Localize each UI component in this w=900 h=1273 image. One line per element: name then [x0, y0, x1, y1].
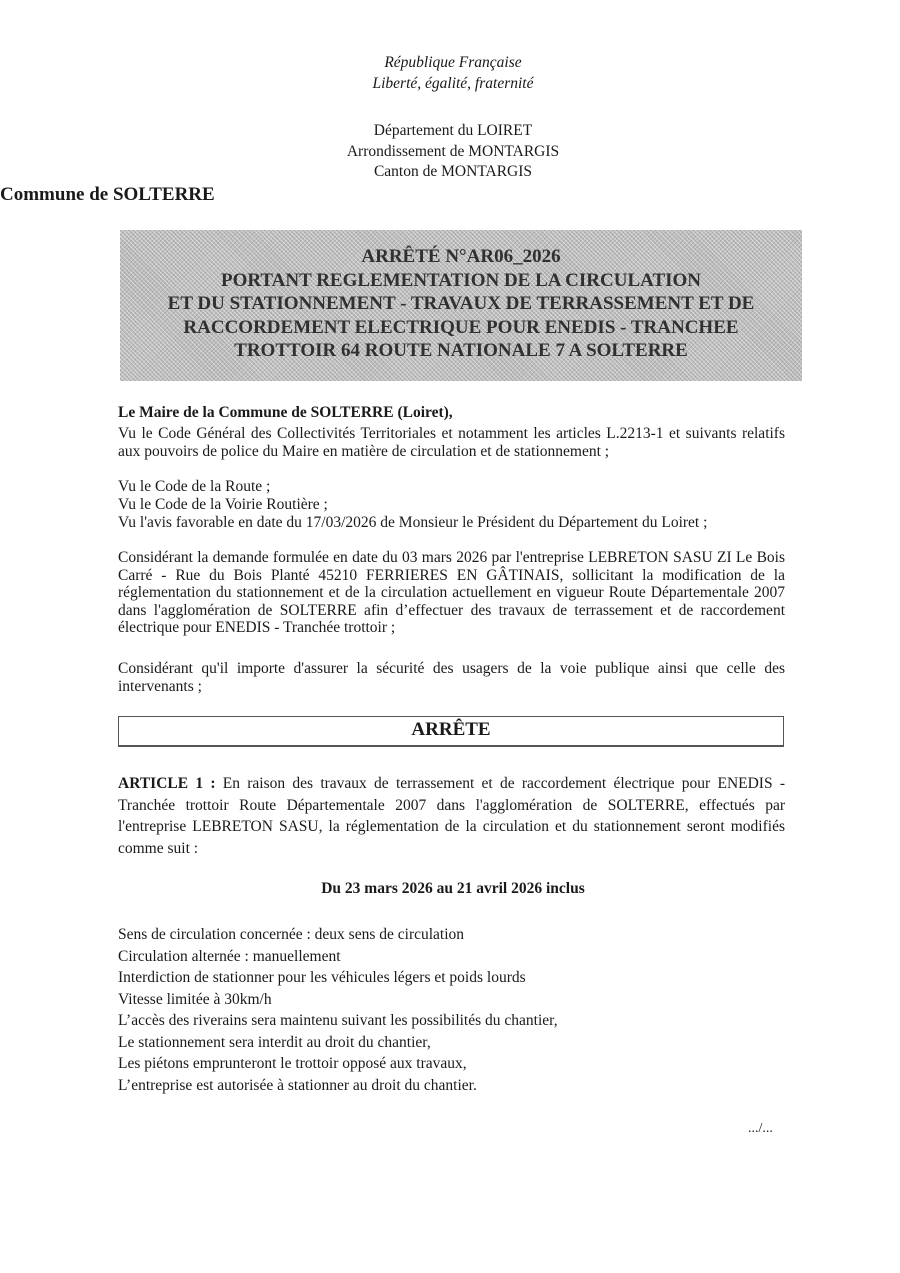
list-item: L’accès des riverains sera maintenu suivant les possibilités du chantier,	[118, 1012, 558, 1029]
list-item: L’entreprise est autorisée à stationner au droit du chantier.	[118, 1076, 477, 1094]
visa-code-voirie: Vu le Code de la Voirie Routière ;	[118, 496, 328, 513]
article-1-label: ARTICLE 1 :	[118, 775, 216, 792]
arrete-title	[120, 245, 802, 363]
list-item: Circulation alternée : manuellement	[118, 947, 341, 965]
department-line: Département du LOIRET	[373, 122, 533, 139]
article-1	[118, 773, 785, 859]
title-line: ARRÊTÉ N°AR06_2026	[361, 246, 561, 267]
considerant-demande: Considérant la demande formulée en date du 03 mars 2026 par l'entreprise LEBRETON SASU ZI Le Bois Carré - Rue du Bois Planté 45210 FERRIERES EN GÂTINAIS, sollicitant la modification de la réglementation du stationnement et de la circulation actuellement en vigueur Route Départementale 2007 dans l'agglomération de SOLTERRE afin d’effectuer des travaux de terrassement et de raccordement électrique pour ENEDIS - Tranchée trottoir ;	[118, 549, 785, 636]
motto-line: Liberté, égalité, fraternité	[372, 75, 534, 92]
commune-title: Commune de SOLTERRE	[0, 184, 215, 205]
arrete-heading: ARRÊTE	[411, 719, 491, 740]
list-item: Les piétons emprunteront le trottoir opposé aux travaux,	[118, 1055, 467, 1072]
measures-list	[118, 924, 785, 1096]
visa-code-route: Vu le Code de la Route ;	[118, 478, 271, 495]
republic-line: République Française	[384, 54, 522, 71]
canton-line: Canton de MONTARGIS	[373, 163, 533, 180]
title-line: RACCORDEMENT ELECTRIQUE POUR ENEDIS - TRANCHEE	[183, 316, 739, 338]
visa-cgct: Vu le Code Général des Collectivités Territoriales et notamment les articles L.2213-1 et suivants relatifs aux pouvoirs de police du Maire en matière de circulation et de stationnement ;	[118, 425, 785, 460]
visa-avis: Vu l'avis favorable en date du 17/03/2026 de Monsieur le Président du Département du Loiret ;	[118, 514, 708, 531]
title-line: TROTTOIR 64 ROUTE NATIONALE 7 A SOLTERRE	[234, 340, 688, 361]
mayor-heading: Le Maire de la Commune de SOLTERRE (Loiret),	[118, 404, 453, 421]
arrondissement-line: Arrondissement de MONTARGIS	[346, 142, 560, 160]
list-item: Le stationnement sera interdit au droit du chantier,	[118, 1033, 431, 1051]
title-line: ET DU STATIONNEMENT - TRAVAUX DE TERRASSEMENT ET DE	[167, 293, 755, 314]
continuation-mark: .../...	[748, 1121, 773, 1136]
list-item: Sens de circulation concernée : deux sens de circulation	[118, 926, 465, 943]
header-republic	[0, 52, 900, 94]
list-item: Interdiction de stationner pour les véhicules légers et poids lourds	[118, 969, 526, 986]
considerant-securite: Considérant qu'il importe d'assurer la sécurité des usagers de la voie publique ainsi que celle des intervenants ;	[118, 660, 785, 695]
title-line: PORTANT REGLEMENTATION DE LA CIRCULATION	[220, 269, 702, 291]
date-range: Du 23 mars 2026 au 21 avril 2026 inclus	[321, 880, 585, 897]
list-item: Vitesse limitée à 30km/h	[118, 990, 272, 1008]
header-administration	[0, 121, 900, 183]
article-1-text: En raison des travaux de terrassement et de raccordement électrique pour ENEDIS - Tranchée trottoir Route Départementale 2007 dans l'agglomération de SOLTERRE, effectués par l'entreprise LEBRETON SASU, la réglementation de la circulation et du stationnement seront modifiés comme suit :	[118, 775, 786, 857]
